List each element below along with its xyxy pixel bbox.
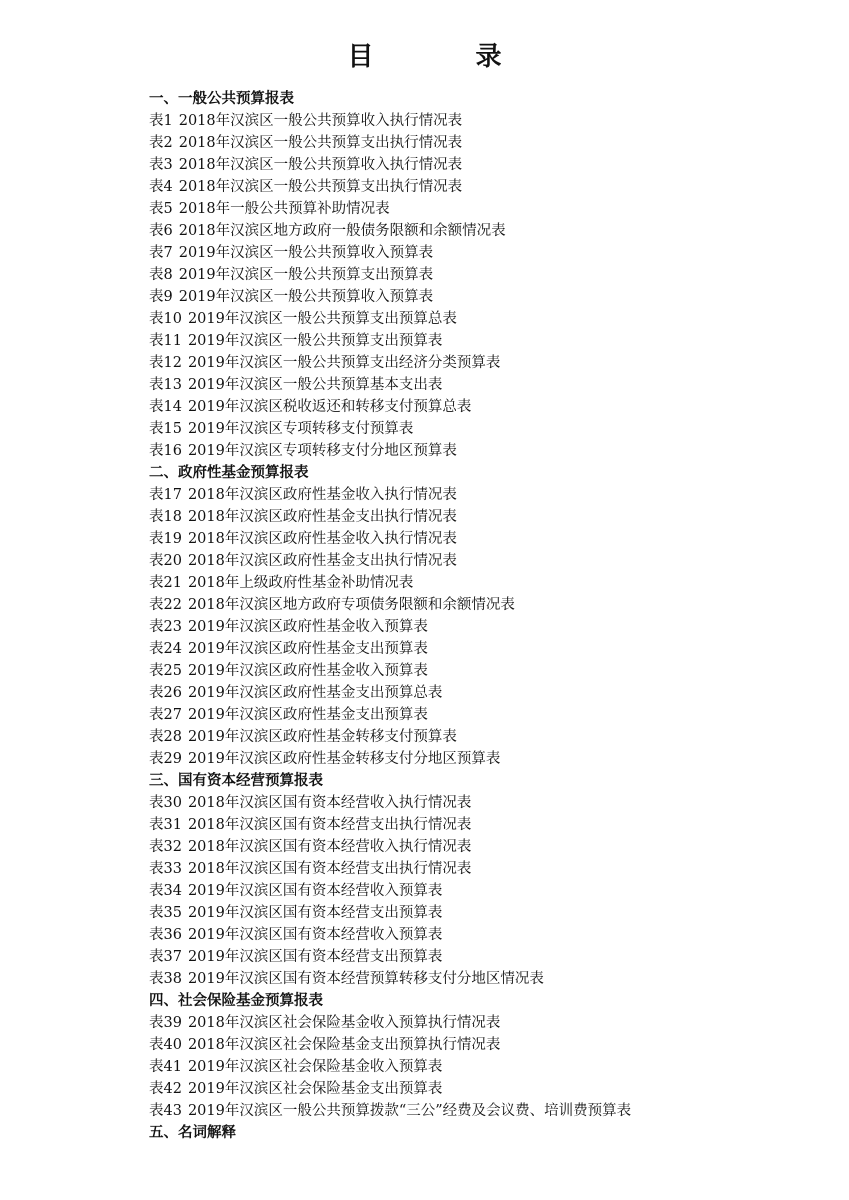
toc-entry[interactable] xyxy=(149,1056,829,1078)
table-number: 表17 xyxy=(149,487,182,503)
table-number: 表28 xyxy=(149,729,182,745)
table-number: 表18 xyxy=(149,509,182,525)
table-title: 2019年汉滨区国有资本经营支出预算表 xyxy=(187,949,443,965)
table-number: 表7 xyxy=(149,245,173,261)
table-number: 表31 xyxy=(149,817,182,833)
toc-entry[interactable] xyxy=(149,660,829,682)
table-title: 2019年汉滨区一般公共预算支出预算表 xyxy=(187,333,443,349)
table-title: 2018年汉滨区政府性基金收入执行情况表 xyxy=(187,531,457,547)
section-heading[interactable]: 四、社会保险基金预算报表 xyxy=(149,993,323,1009)
toc-entry[interactable] xyxy=(149,880,829,902)
toc-entry[interactable] xyxy=(149,330,829,352)
table-title: 2019年汉滨区一般公共预算收入预算表 xyxy=(178,245,434,261)
table-number: 表22 xyxy=(149,597,182,613)
table-number: 表38 xyxy=(149,971,182,987)
table-number: 表11 xyxy=(149,333,182,349)
table-number: 表25 xyxy=(149,663,182,679)
table-number: 表30 xyxy=(149,795,182,811)
section-heading[interactable]: 二、政府性基金预算报表 xyxy=(149,465,309,481)
table-number: 表9 xyxy=(149,289,173,305)
table-number: 表8 xyxy=(149,267,173,283)
toc-entry[interactable] xyxy=(149,902,829,924)
table-of-contents xyxy=(149,88,829,1144)
toc-entry[interactable] xyxy=(149,1034,829,1056)
table-number: 表34 xyxy=(149,883,182,899)
toc-entry[interactable] xyxy=(149,484,829,506)
section-heading[interactable]: 三、国有资本经营预算报表 xyxy=(149,773,323,789)
table-number: 表16 xyxy=(149,443,182,459)
table-title: 2019年汉滨区国有资本经营收入预算表 xyxy=(187,927,443,943)
toc-entry[interactable] xyxy=(149,616,829,638)
table-title: 2019年汉滨区一般公共预算基本支出表 xyxy=(187,377,443,393)
table-title: 2019年汉滨区政府性基金收入预算表 xyxy=(187,619,428,635)
toc-entry[interactable] xyxy=(149,264,829,286)
table-number: 表32 xyxy=(149,839,182,855)
table-title: 2019年汉滨区一般公共预算支出经济分类预算表 xyxy=(187,355,501,371)
table-number: 表29 xyxy=(149,751,182,767)
toc-entry[interactable] xyxy=(149,374,829,396)
table-title: 2019年汉滨区政府性基金收入预算表 xyxy=(187,663,428,679)
table-number: 表10 xyxy=(149,311,182,327)
toc-entry[interactable] xyxy=(149,638,829,660)
table-title: 2018年汉滨区一般公共预算支出执行情况表 xyxy=(178,179,463,195)
toc-entry[interactable] xyxy=(149,946,829,968)
table-title: 2018年汉滨区政府性基金收入执行情况表 xyxy=(187,487,457,503)
toc-entry[interactable] xyxy=(149,792,829,814)
table-title: 2019年汉滨区政府性基金转移支付分地区预算表 xyxy=(187,751,501,767)
table-title: 2019年汉滨区一般公共预算收入预算表 xyxy=(178,289,434,305)
table-title: 2018年汉滨区一般公共预算支出执行情况表 xyxy=(178,135,463,151)
section-heading[interactable]: 一、一般公共预算报表 xyxy=(149,91,294,107)
section-heading[interactable]: 五、名词解释 xyxy=(149,1125,236,1141)
table-number: 表26 xyxy=(149,685,182,701)
toc-entry[interactable] xyxy=(149,572,829,594)
toc-entry[interactable] xyxy=(149,682,829,704)
toc-entry[interactable] xyxy=(149,308,829,330)
table-title: 2019年汉滨区政府性基金支出预算表 xyxy=(187,641,428,657)
table-number: 表4 xyxy=(149,179,173,195)
toc-entry[interactable] xyxy=(149,1078,829,1100)
table-number: 表27 xyxy=(149,707,182,723)
table-number: 表35 xyxy=(149,905,182,921)
table-title: 2018年汉滨区政府性基金支出执行情况表 xyxy=(187,553,457,569)
table-title: 2018年汉滨区地方政府一般债务限额和余额情况表 xyxy=(178,223,506,239)
table-title: 2019年汉滨区政府性基金转移支付预算表 xyxy=(187,729,457,745)
toc-entry[interactable] xyxy=(149,110,829,132)
table-title: 2018年汉滨区一般公共预算收入执行情况表 xyxy=(178,113,463,129)
table-title: 2018年汉滨区社会保险基金支出预算执行情况表 xyxy=(187,1037,501,1053)
table-title: 2019年汉滨区国有资本经营收入预算表 xyxy=(187,883,443,899)
table-title: 2019年汉滨区社会保险基金支出预算表 xyxy=(187,1081,443,1097)
toc-entry[interactable] xyxy=(149,968,829,990)
toc-entry[interactable] xyxy=(149,440,829,462)
toc-entry[interactable] xyxy=(149,286,829,308)
table-number: 表36 xyxy=(149,927,182,943)
table-title: 2018年汉滨区社会保险基金收入预算执行情况表 xyxy=(187,1015,501,1031)
toc-entry[interactable] xyxy=(149,858,829,880)
table-title: 2018年汉滨区国有资本经营支出执行情况表 xyxy=(187,817,472,833)
toc-entry[interactable] xyxy=(149,924,829,946)
toc-entry[interactable] xyxy=(149,132,829,154)
toc-entry[interactable] xyxy=(149,704,829,726)
table-number: 表1 xyxy=(149,113,173,129)
table-title: 2019年汉滨区一般公共预算支出预算表 xyxy=(178,267,434,283)
table-title: 2018年上级政府性基金补助情况表 xyxy=(187,575,414,591)
table-title: 2019年汉滨区国有资本经营支出预算表 xyxy=(187,905,443,921)
table-title: 2018年汉滨区国有资本经营支出执行情况表 xyxy=(187,861,472,877)
toc-entry[interactable] xyxy=(149,418,829,440)
table-title: 2018年汉滨区国有资本经营收入执行情况表 xyxy=(187,795,472,811)
page-title: 目 录 xyxy=(347,42,540,72)
table-title: 2018年汉滨区地方政府专项债务限额和余额情况表 xyxy=(187,597,515,613)
table-title: 2019年汉滨区税收返还和转移支付预算总表 xyxy=(187,399,472,415)
toc-entry[interactable] xyxy=(149,220,829,242)
table-title: 2019年汉滨区一般公共预算支出预算总表 xyxy=(187,311,457,327)
toc-entry[interactable] xyxy=(149,594,829,616)
toc-entry[interactable] xyxy=(149,176,829,198)
table-title: 2019年汉滨区社会保险基金收入预算表 xyxy=(187,1059,443,1075)
table-number: 表42 xyxy=(149,1081,182,1097)
toc-entry[interactable] xyxy=(149,528,829,550)
toc-entry[interactable] xyxy=(149,1012,829,1034)
table-number: 表2 xyxy=(149,135,173,151)
table-title: 2018年汉滨区一般公共预算收入执行情况表 xyxy=(178,157,463,173)
table-number: 表41 xyxy=(149,1059,182,1075)
table-title: 2019年汉滨区国有资本经营预算转移支付分地区情况表 xyxy=(187,971,544,987)
table-number: 表24 xyxy=(149,641,182,657)
toc-entry[interactable] xyxy=(149,352,829,374)
table-number: 表6 xyxy=(149,223,173,239)
table-number: 表19 xyxy=(149,531,182,547)
table-number: 表21 xyxy=(149,575,182,591)
table-number: 表13 xyxy=(149,377,182,393)
toc-entry[interactable] xyxy=(149,748,829,770)
table-title: 2018年汉滨区国有资本经营收入执行情况表 xyxy=(187,839,472,855)
toc-entry[interactable] xyxy=(149,506,829,528)
table-title: 2019年汉滨区政府性基金支出预算表 xyxy=(187,707,428,723)
toc-entry[interactable] xyxy=(149,396,829,418)
table-number: 表37 xyxy=(149,949,182,965)
table-number: 表15 xyxy=(149,421,182,437)
table-number: 表39 xyxy=(149,1015,182,1031)
toc-entry[interactable] xyxy=(149,726,829,748)
table-number: 表12 xyxy=(149,355,182,371)
table-number: 表14 xyxy=(149,399,182,415)
table-number: 表3 xyxy=(149,157,173,173)
table-number: 表20 xyxy=(149,553,182,569)
table-title: 2018年一般公共预算补助情况表 xyxy=(178,201,390,217)
table-title: 2018年汉滨区政府性基金支出执行情况表 xyxy=(187,509,457,525)
table-number: 表5 xyxy=(149,201,173,217)
toc-entry[interactable] xyxy=(149,198,829,220)
table-number: 表43 xyxy=(149,1103,182,1119)
toc-entry[interactable] xyxy=(149,814,829,836)
table-number: 表23 xyxy=(149,619,182,635)
table-number: 表33 xyxy=(149,861,182,877)
table-title: 2019年汉滨区政府性基金支出预算总表 xyxy=(187,685,443,701)
toc-entry[interactable] xyxy=(149,836,829,858)
toc-entry[interactable] xyxy=(149,1100,829,1122)
table-title: 2019年汉滨区专项转移支付预算表 xyxy=(187,421,414,437)
table-number: 表40 xyxy=(149,1037,182,1053)
toc-entry[interactable] xyxy=(149,550,829,572)
table-title: 2019年汉滨区一般公共预算拨款“三公”经费及会议费、培训费预算表 xyxy=(187,1103,632,1119)
toc-entry[interactable] xyxy=(149,154,829,176)
toc-entry[interactable] xyxy=(149,242,829,264)
table-title: 2019年汉滨区专项转移支付分地区预算表 xyxy=(187,443,457,459)
